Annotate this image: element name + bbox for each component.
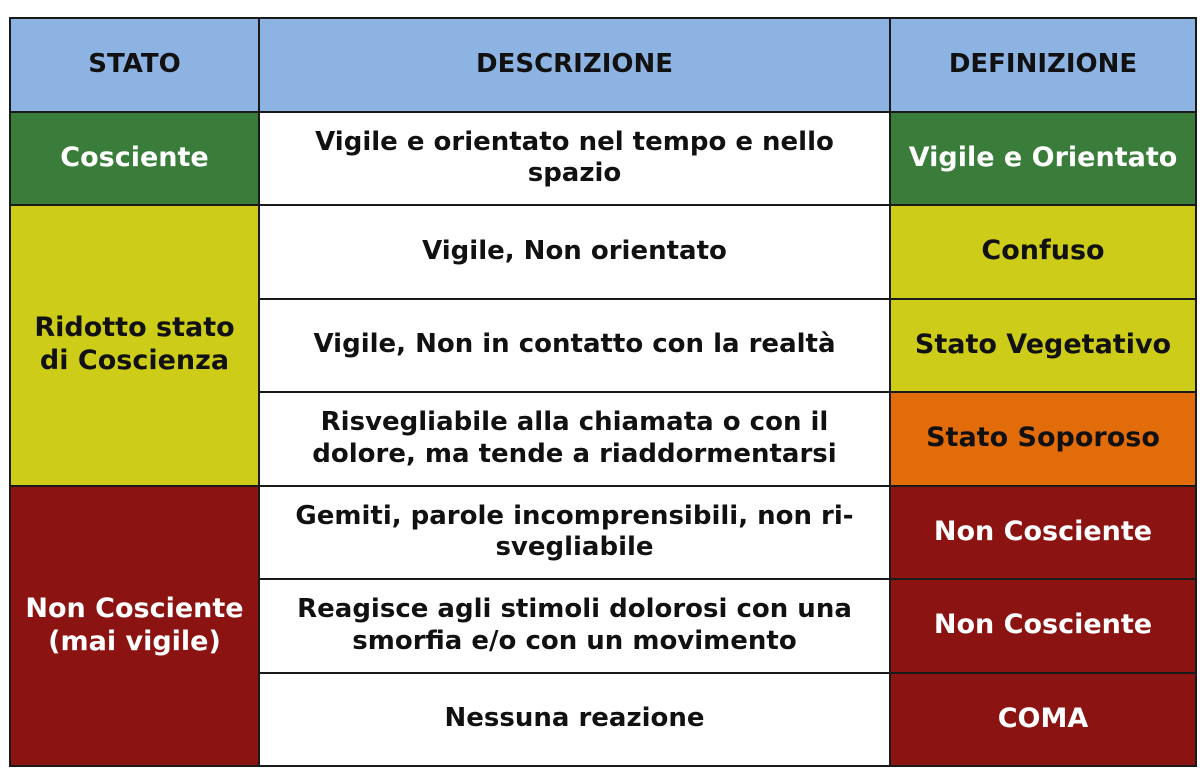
definition-cell: Vigile e Orientato [890,112,1196,206]
description-cell: Vigile e orientato nel tempo e nello spazio [259,112,890,206]
state-label: Non Cosciente (mai vigile) [25,592,244,657]
state-cell-ridotto [10,205,259,486]
definition-cell: Non Cosciente [890,579,1196,673]
description-cell [259,579,890,673]
definition-cell: Stato Vegetativo [890,299,1196,393]
description-text: Risvegliabile alla chiamata o con il dolore, ma tende a riaddormentarsi [312,407,837,469]
header-descrizione: DESCRIZIONE [259,18,890,112]
header-stato: STATO [10,18,259,112]
consciousness-states-table [9,17,1197,767]
description-text: Gemiti, parole incomprensibili, non ri-svegliabile [295,500,854,563]
description-cell: Nessuna reazione [259,673,890,767]
table-row [10,205,1196,299]
description-cell: Vigile, Non in contatto con la realtà [259,299,890,393]
state-label: Ridotto stato di Coscienza [34,312,235,377]
description-cell: Vigile, Non orientato [259,205,890,299]
description-cell [259,392,890,486]
definition-cell: Stato Soporoso [890,392,1196,486]
definition-cell: COMA [890,673,1196,767]
table-row [10,486,1196,580]
description-cell [259,486,890,580]
state-cell-non-cosciente [10,486,259,767]
table-header-row [10,18,1196,112]
table-row [10,112,1196,206]
header-definizione: DEFINIZIONE [890,18,1196,112]
state-cell-cosciente: Cosciente [10,112,259,206]
definition-cell: Confuso [890,205,1196,299]
definition-cell: Non Cosciente [890,486,1196,580]
description-text: Reagisce agli stimoli dolorosi con una smorfia e/o con un movimento [297,594,852,656]
